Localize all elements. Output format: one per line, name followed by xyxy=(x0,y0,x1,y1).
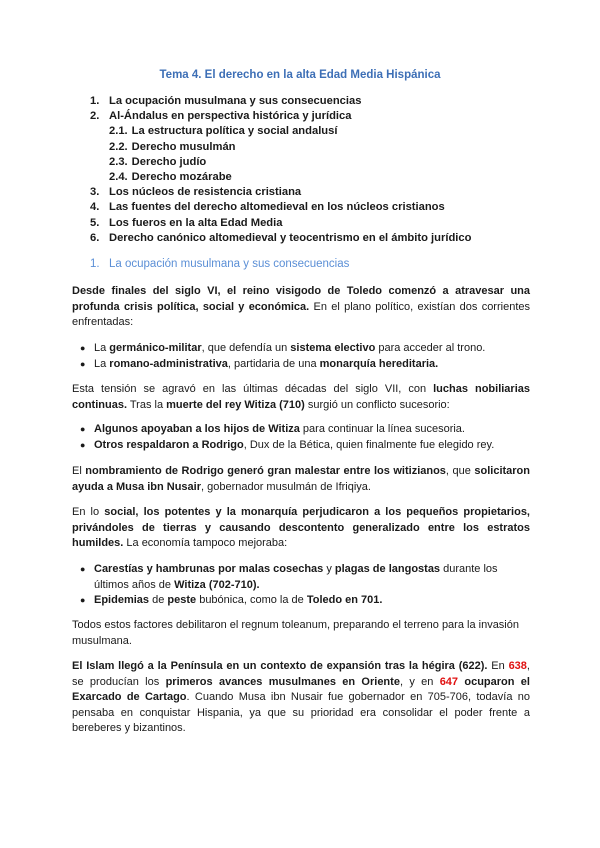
bold-text: muerte del rey Witiza (710) xyxy=(166,398,305,411)
bold-text: solicitaron ayuda a Musa ibn Nusair xyxy=(72,465,530,493)
list-item xyxy=(72,562,530,593)
paragraph-tension xyxy=(72,382,530,413)
paragraph-factores: Todos estos factores debilitaron el regnum toleanum, preparando el terreno para la invasión musulmana. xyxy=(72,619,519,647)
toc-item xyxy=(90,231,471,246)
text: , y en xyxy=(399,675,440,688)
bold-text: peste xyxy=(167,594,197,607)
toc-text: Derecho canónico altomedieval y teocentrismo en el ámbito jurídico xyxy=(109,231,472,244)
text: , gobernador musulmán de Ifriqiya. xyxy=(200,480,371,493)
toc-item xyxy=(90,216,471,231)
text: En lo xyxy=(72,506,105,518)
bullet-icon: ● xyxy=(80,595,86,606)
toc-text: Derecho mozárabe xyxy=(131,170,232,183)
table-of-contents xyxy=(90,94,471,246)
bold-text: plagas de langostas xyxy=(334,563,441,575)
toc-text: La estructura política y social andalusí xyxy=(131,125,338,138)
toc-text: Los fueros en la alta Edad Media xyxy=(109,216,283,229)
bold-text: nombramiento de Rodrigo generó gran malestar entre los witizianos xyxy=(85,465,446,477)
toc-text: Los núcleos de resistencia cristiana xyxy=(109,186,302,199)
text: para acceder al trono. xyxy=(375,342,486,354)
bold-text: El Islam llegó a la Península en un contexto de expansión tras la hégira (622). xyxy=(72,660,488,672)
toc-subitem xyxy=(90,155,471,170)
text: , que xyxy=(445,465,475,477)
bold-text: Carestías y hambrunas por malas cosechas xyxy=(94,563,324,575)
bold-text: primeros avances musulmanes en Oriente xyxy=(165,675,400,688)
text: La economía tampoco mejoraba: xyxy=(123,537,288,550)
toc-subitem xyxy=(90,170,471,185)
toc-number: 5. xyxy=(90,216,100,229)
toc-number: 3. xyxy=(90,186,100,199)
list-item xyxy=(72,422,530,438)
bullet-icon: ● xyxy=(80,564,86,574)
toc-subitem xyxy=(90,124,471,139)
bold-text: Witiza (702-710). xyxy=(174,578,260,591)
list-item xyxy=(72,341,530,357)
bold-text: Otros respaldaron a Rodrigo xyxy=(94,438,244,451)
paragraph-islam xyxy=(72,659,530,737)
section-heading xyxy=(90,258,349,270)
bold-text: sistema electivo xyxy=(290,342,376,354)
paragraph-crisis xyxy=(72,284,530,331)
toc-item xyxy=(90,185,471,200)
toc-number: 6. xyxy=(90,231,100,244)
bullet-icon: ● xyxy=(80,343,86,353)
bullet-icon: ● xyxy=(80,424,86,434)
bold-text: Epidemias xyxy=(94,594,150,607)
text: En el plano político, existían dos corrientes enfrentadas: xyxy=(72,300,530,329)
bold-text: romano-administrativa xyxy=(109,357,228,370)
text: bubónica, como la de xyxy=(196,594,307,607)
toc-item xyxy=(90,109,471,124)
list-item xyxy=(72,357,530,373)
bullet-icon: ● xyxy=(80,439,86,450)
toc-text: Las fuentes del derecho altomedieval en los núcleos cristianos xyxy=(109,201,445,214)
bullet-list-corrientes xyxy=(72,341,530,372)
text: Tras la xyxy=(127,398,167,411)
bullet-list-sucesion xyxy=(72,422,530,453)
text: de xyxy=(149,594,168,607)
highlight-year: 647 xyxy=(439,675,459,688)
bullet-icon: ● xyxy=(80,358,86,369)
text: durante los últimos años de xyxy=(94,563,498,591)
toc-number: 2. xyxy=(90,110,100,123)
text: , que defendía un xyxy=(201,342,291,354)
bold-text: germánico-militar xyxy=(109,342,202,354)
toc-text: Al-Ándalus en perspectiva histórica y jurídica xyxy=(109,110,352,123)
bold-text: monarquía hereditaria. xyxy=(319,357,439,370)
text: surgió un conflicto sucesorio: xyxy=(304,398,450,411)
toc-subitem xyxy=(90,140,471,155)
bold-text: Algunos apoyaban a los hijos de Witiza xyxy=(94,423,300,435)
highlight-year: 638 xyxy=(508,660,527,672)
text: para continuar la línea sucesoria. xyxy=(299,423,465,435)
text: En xyxy=(487,660,509,672)
page-title: Tema 4. El derecho en la alta Edad Media Hispánica xyxy=(159,69,441,81)
toc-text: Derecho judío xyxy=(131,155,207,168)
text: y xyxy=(323,563,335,575)
bold-text: Toledo en 701. xyxy=(306,594,383,607)
section-title: La ocupación musulmana y sus consecuencias xyxy=(109,258,350,270)
section-number: 1. xyxy=(90,258,100,270)
text: . Cuando Musa ibn Nusair fue gobernador en 705-706, todavía no pensaba en conquistar Hispania, ya que su prioridad era consolidar el poder frente a bereberes y bizantinos. xyxy=(72,691,530,735)
toc-item xyxy=(90,94,471,109)
text: Esta tensión se agravó en las últimas décadas del siglo VII, con xyxy=(72,383,434,395)
toc-text: La ocupación musulmana y sus consecuencias xyxy=(109,95,362,107)
paragraph-rodrigo xyxy=(72,464,530,495)
toc-item xyxy=(90,200,471,215)
toc-number: 2.1. xyxy=(109,125,128,138)
text: La xyxy=(94,342,110,354)
text: La xyxy=(94,357,110,370)
toc-text: Derecho musulmán xyxy=(131,140,236,153)
text: , Dux de la Bética, quien finalmente fue elegido rey. xyxy=(243,438,495,451)
toc-number: 4. xyxy=(90,201,100,214)
text: , partidaria de una xyxy=(227,357,320,370)
toc-number: 2.4. xyxy=(109,170,128,183)
bullet-list-economia xyxy=(72,562,530,609)
bold-text: Desde finales del siglo VI, el reino visigodo de Toledo comenzó a atravesar una profunda crisis política, social y económica. xyxy=(72,285,530,313)
toc-number: 2.2. xyxy=(109,140,128,153)
list-item xyxy=(72,593,530,609)
list-item xyxy=(72,438,530,454)
bold-text: luchas nobiliarias continuas. xyxy=(72,383,530,411)
text: El xyxy=(72,465,86,477)
toc-number: 2.3. xyxy=(109,155,128,168)
bold-text: social, los potentes y la monarquía perjudicaron a los pequeños propietarios, privándoles de tierras y causando descontento generalizado entre los estratos humildes. xyxy=(72,506,530,550)
bold-text: ocuparon el Exarcado de Cartago xyxy=(72,675,530,704)
paragraph-social xyxy=(72,505,530,552)
text: , se producían los xyxy=(72,660,530,688)
toc-number: 1. xyxy=(90,95,100,107)
